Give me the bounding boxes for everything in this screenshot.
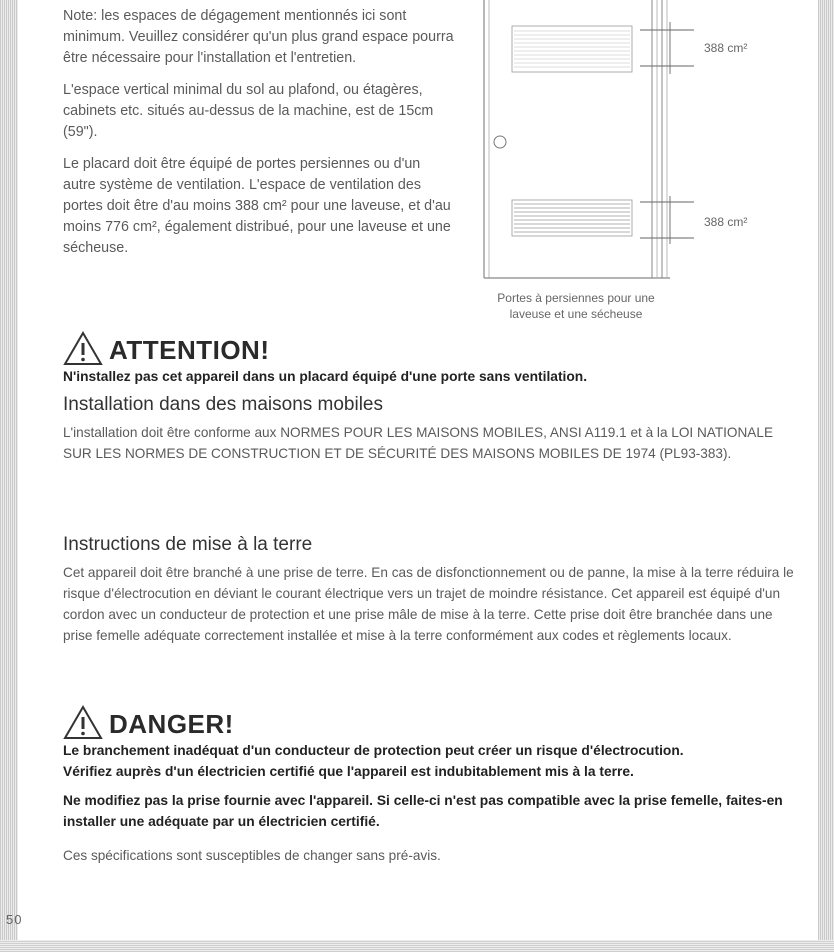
figure-caption: Portes à persiennes pour une laveuse et une sécheuse	[497, 291, 655, 321]
intro-text	[63, 6, 455, 270]
attention-warning	[63, 322, 803, 387]
bottom-dimension-label: 388 cm²	[704, 215, 748, 229]
attention-text: N'installez pas cet appareil dans un placard équipé d'une porte sans ventilation.	[63, 369, 588, 384]
bottom-louver-slats	[514, 204, 630, 232]
top-louver	[512, 26, 632, 72]
top-louver-slats	[514, 31, 630, 67]
bottom-louver	[512, 200, 632, 236]
grounding-section	[63, 532, 803, 646]
page-edge-right	[818, 0, 834, 952]
louvered-door-diagram	[480, 0, 748, 300]
page-number: 50	[6, 912, 23, 927]
mobile-homes-heading: Installation dans des maisons mobiles	[63, 394, 384, 415]
danger-title: DANGER!	[109, 709, 234, 739]
warning-triangle-icon	[63, 704, 103, 740]
attention-title: ATTENTION!	[109, 335, 270, 365]
specifications-note: Ces spécifications sont susceptibles de changer sans pré-avis.	[63, 848, 441, 863]
grounding-heading: Instructions de mise à la terre	[63, 534, 313, 555]
intro-paragraph-1: Note: les espaces de dégagement mentionnés ici sont minimum. Veuillez considérer qu'un plus grand espace pourra être nécessaire pour l'installation et l'entretien.	[63, 8, 454, 66]
mobile-homes-text: L'installation doit être conforme aux NORMES POUR LES MAISONS MOBILES, ANSI A119.1 et à la LOI NATIONALE SUR LES NORMES DE CONSTRUCTION ET DE SÉCURITÉ DES MAISONS MOBILES DE 1974 (PL93-383).	[63, 425, 774, 461]
danger-line-2: Vérifiez auprès d'un électricien certifié que l'appareil est indubitablement mis à la terre.	[63, 764, 634, 779]
page-edge-left	[0, 0, 18, 952]
danger-warning	[63, 696, 803, 832]
door-knob	[494, 136, 506, 148]
grounding-text: Cet appareil doit être branché à une prise de terre. En cas de disfonctionnement ou de panne, la mise à la terre réduira le risque d'électrocution en déviant le courant électrique vers un trajet de moindre résistance. Cet appareil est équipé d'un cordon avec un conducteur de protection et une prise mâle de mise à la terre. Cette prise doit être branchée dans une prise femelle adéquate correctement installée et mise à la terre conformément aux codes et règlements locaux.	[63, 565, 794, 643]
danger-line-3: Ne modifiez pas la prise fournie avec l'appareil. Si celle-ci n'est pas compatible avec la prise femelle, faites-en installer une adéquate par un électricien certifié.	[63, 793, 783, 829]
danger-line-1: Le branchement inadéquat d'un conducteur de protection peut créer un risque d'électrocution.	[63, 743, 684, 758]
page-edge-bottom	[0, 940, 834, 952]
top-dimension-label: 388 cm²	[704, 41, 748, 55]
warning-triangle-icon	[63, 330, 103, 366]
intro-paragraph-2: L'espace vertical minimal du sol au plafond, ou étagères, cabinets etc. situés au-dessus de la machine, est de 15cm (59").	[63, 82, 434, 140]
intro-paragraph-3: Le placard doit être équipé de portes persiennes ou d'un autre système de ventilation. L'espace de ventilation des portes doit être d'au moins 388 cm² pour une laveuse, et d'au moins 776 cm², également distribué, pour une laveuse et une sécheuse.	[63, 156, 451, 256]
mobile-homes-section	[63, 392, 803, 464]
